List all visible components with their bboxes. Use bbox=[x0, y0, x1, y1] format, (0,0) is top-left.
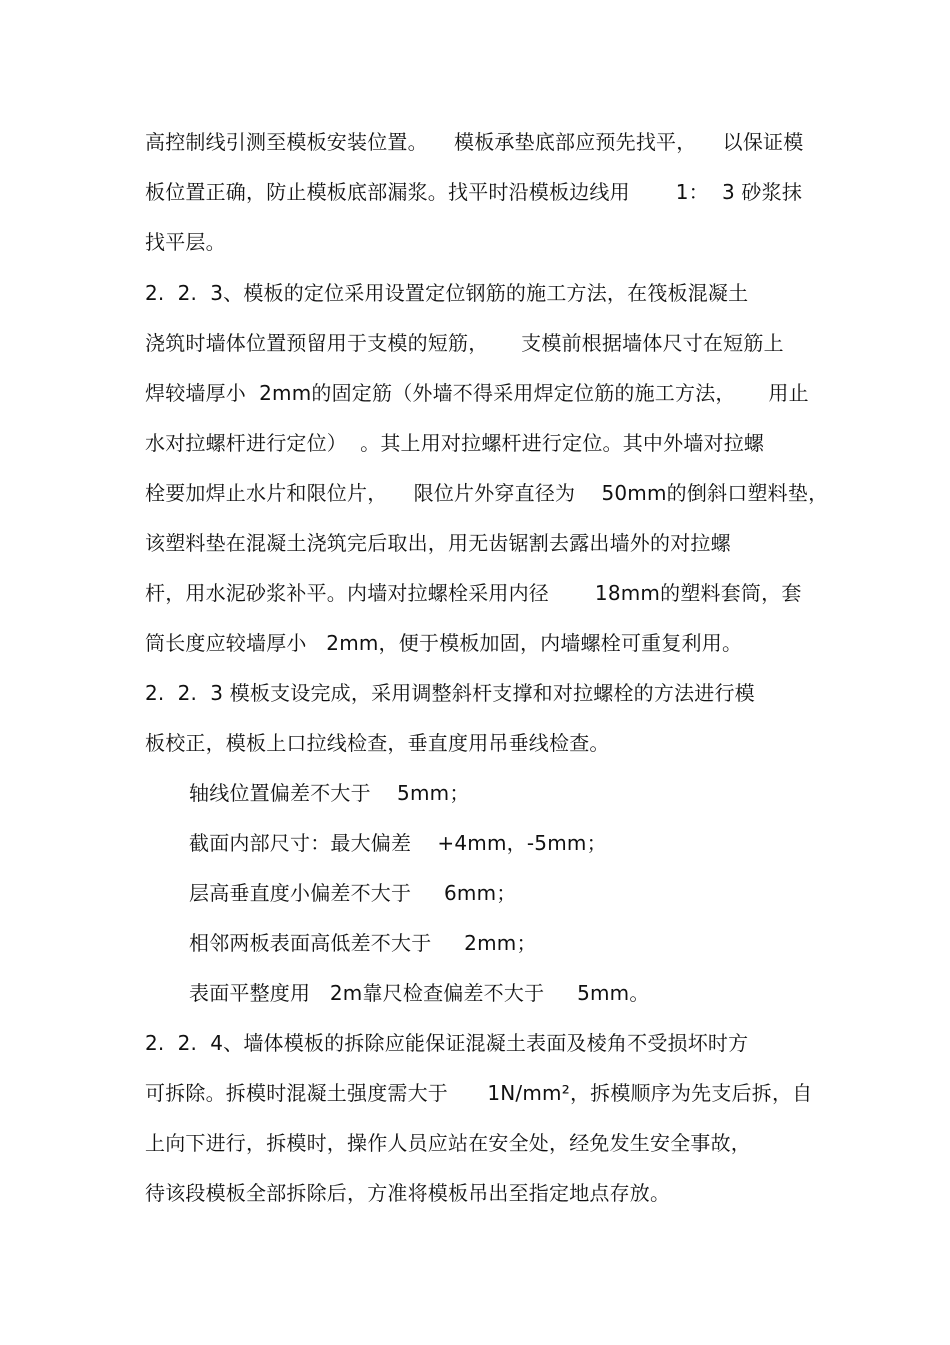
text-line-7: 水对拉螺杆进行定位） 。其上用对拉螺杆进行定位。其中外墙对拉螺 bbox=[145, 431, 765, 455]
text-line-22: 待该段模板全部拆除后，方准将模板吊出至指定地点存放。 bbox=[145, 1181, 671, 1205]
text-line-2: 板位置正确，防止模板底部漏浆。找平时沿模板边线用 1： 3 砂浆抹 bbox=[145, 180, 803, 204]
text-line-14: 轴线位置偏差不大于 5mm； bbox=[189, 781, 470, 805]
text-line-19: 2. 2. 4、墙体模板的拆除应能保证混凝土表面及棱角不受损坏时方 bbox=[145, 1031, 749, 1055]
text-line-9: 该塑料垫在混凝土浇筑完后取出，用无齿锯割去露出墙外的对拉螺 bbox=[145, 531, 731, 555]
text-line-18: 表面平整度用 2m靠尺检查偏差不大于 5mm。 bbox=[189, 981, 650, 1005]
text-line-5: 浇筑时墙体位置预留用于支模的短筋， 支模前根据墙体尺寸在短筋上 bbox=[145, 331, 784, 355]
text-line-16: 层高垂直度小偏差不大于 6mm； bbox=[189, 881, 517, 905]
text-line-17: 相邻两板表面高低差不大于 2mm； bbox=[189, 931, 537, 955]
text-line-3: 找平层。 bbox=[145, 230, 226, 254]
text-line-8: 栓要加焊止水片和限位片， 限位片外穿直径为 50mm的倒斜口塑料垫， bbox=[145, 481, 829, 505]
text-line-11: 筒长度应较墙厚小 2mm，便于模板加固，内墙螺栓可重复利用。 bbox=[145, 631, 743, 655]
text-line-21: 上向下进行，拆模时，操作人员应站在安全处，经免发生安全事故， bbox=[145, 1131, 751, 1155]
text-line-4: 2. 2. 3、模板的定位采用设置定位钢筋的施工方法，在筏板混凝土 bbox=[145, 281, 749, 305]
text-line-13: 板校正，模板上口拉线检查，垂直度用吊垂线检查。 bbox=[145, 731, 610, 755]
text-line-15: 截面内部尺寸：最大偏差 +4mm，-5mm； bbox=[189, 831, 607, 855]
text-line-1: 高控制线引测至模板安装位置。 模板承垫底部应预先找平， 以保证模 bbox=[145, 130, 804, 154]
text-line-6: 焊较墙厚小 2mm的固定筋（外墙不得采用焊定位筋的施工方法， 用止 bbox=[145, 381, 809, 405]
text-line-20: 可拆除。拆模时混凝土强度需大于 1N/mm²，拆模顺序为先支后拆，自 bbox=[145, 1081, 813, 1105]
text-line-12: 2. 2. 3 模板支设完成，采用调整斜杆支撑和对拉螺栓的方法进行模 bbox=[145, 681, 755, 705]
text-line-10: 杆，用水泥砂浆补平。内墙对拉螺栓采用内径 18mm的塑料套筒，套 bbox=[145, 581, 802, 605]
